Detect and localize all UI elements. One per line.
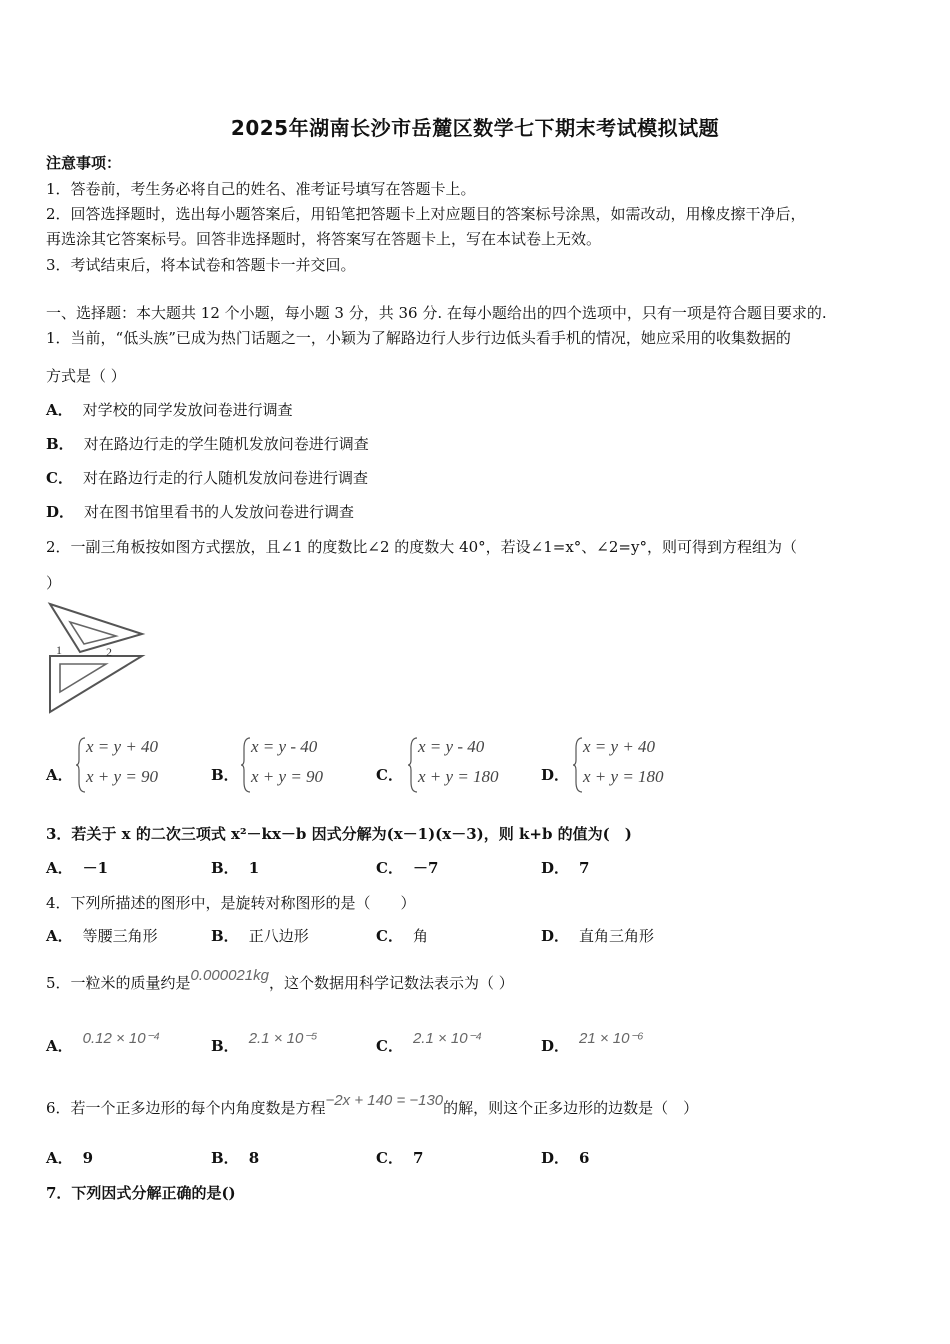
- q5-option-a: [46, 1030, 161, 1056]
- q4-stem: 4．下列所描述的图形中，是旋转对称图形的是（ ）: [46, 894, 416, 912]
- option-label: D．: [541, 859, 570, 877]
- q2-option-c-system: [408, 736, 528, 794]
- option-text: 直角三角形: [579, 927, 655, 945]
- page-title: 2025年湖南长沙市岳麓区数学七下期末考试模拟试题: [230, 116, 720, 140]
- option-text: 对在路边行走的行人随机发放问卷进行调查: [82, 469, 368, 487]
- option-text: 等腰三角形: [82, 927, 158, 945]
- q1-option-c: [46, 467, 368, 488]
- brace-icon: [76, 736, 86, 794]
- option-text: 21 × 10⁻⁶: [579, 1030, 644, 1047]
- option-label: A．: [46, 859, 73, 877]
- option-label: B．: [46, 435, 74, 453]
- option-label: B．: [211, 1149, 239, 1167]
- equation-2: x + y = 90: [251, 767, 324, 786]
- equation-1: x = y + 40: [583, 737, 656, 756]
- q2-option-a-system: [76, 736, 186, 794]
- q6-stem-pre: 6．若一个正多边形的每个内角度数是方程: [46, 1099, 326, 1117]
- option-text: 对学校的同学发放问卷进行调查: [82, 401, 293, 419]
- notice-item-1: 1．答卷前，考生务必将自己的姓名、准考证号填写在答题卡上。: [46, 180, 476, 198]
- set-square-figure: [44, 598, 148, 716]
- brace-icon: [573, 736, 583, 794]
- option-text: 9: [82, 1149, 94, 1167]
- q5-stem: [46, 967, 514, 993]
- q5-stem-pre: 5．一粒米的质量约是: [46, 974, 191, 992]
- q5-option-b: [211, 1030, 318, 1056]
- q6-option-b: [211, 1147, 259, 1168]
- option-label: B．: [211, 927, 239, 945]
- q4-option-b: [211, 925, 309, 946]
- notice-item-2-cont: 再选涂其它答案标号。回答非选择题时，将答案写在答题卡上，写在本试卷上无效。: [46, 230, 602, 248]
- option-label: D．: [541, 927, 570, 945]
- option-text: 1: [248, 859, 260, 877]
- option-label: A．: [46, 927, 73, 945]
- option-text: 8: [248, 1149, 260, 1167]
- option-text: 7: [579, 859, 590, 877]
- q2-option-d-system: [573, 736, 693, 794]
- q3-option-b: [211, 857, 259, 878]
- option-label: B．: [211, 859, 239, 877]
- option-label: D．: [541, 1037, 570, 1055]
- option-text: 0.12 × 10⁻⁴: [82, 1030, 161, 1047]
- option-text: 对在路边行走的学生随机发放问卷进行调查: [83, 435, 369, 453]
- option-label: D．: [541, 766, 570, 784]
- notice-item-2: 2．回答选择题时，选出每小题答案后，用铅笔把答题卡上对应题目的答案标号涂黑，如需改动，用橡皮擦干净后，: [46, 205, 806, 223]
- q2-option-b-system: [241, 736, 351, 794]
- option-label: C．: [46, 469, 73, 487]
- q1-stem: 1．当前，“低头族”已成为热门话题之一，小颖为了解路边行人步行边低头看手机的情况，她应采用的收集数据的: [46, 329, 791, 347]
- angle-1-label: 1: [56, 643, 62, 657]
- q2-stem-cont: ）: [46, 574, 62, 592]
- option-label: B．: [211, 766, 239, 784]
- q3-option-d: [541, 857, 589, 878]
- q3-option-a: [46, 857, 108, 878]
- option-label: C．: [376, 1149, 403, 1167]
- option-text: 2.1 × 10⁻⁴: [412, 1030, 482, 1047]
- q1-option-b: [46, 433, 369, 454]
- q3-stem: 3．若关于 x 的二次三项式 x²－kx－b 因式分解为(x－1)(x－3)，则 k+b 的值为( ): [46, 825, 632, 843]
- angle-2-label: 2: [106, 645, 112, 659]
- option-text: －1: [82, 859, 109, 877]
- brace-icon: [241, 736, 251, 794]
- option-text: 对在图书馆里看书的人发放问卷进行调查: [84, 503, 355, 521]
- q5-mass-value: 0.000021kg: [190, 967, 269, 984]
- q5-option-c: [376, 1030, 482, 1056]
- q5-stem-post: ，这个数据用科学记数法表示为（ ）: [268, 974, 514, 992]
- equation-2: x + y = 180: [583, 767, 664, 786]
- option-label: C．: [376, 927, 403, 945]
- q1-stem-cont: 方式是（ ）: [46, 367, 126, 385]
- option-text: 正八边形: [248, 927, 309, 945]
- option-label: D．: [541, 1149, 570, 1167]
- option-label: B．: [211, 1037, 239, 1055]
- q2-stem: 2．一副三角板按如图方式摆放，且∠1 的度数比∠2 的度数大 40°，若设∠1=x°、∠2=y°，则可得到方程组为（: [46, 538, 797, 556]
- q6-option-d: [541, 1147, 589, 1168]
- equation-1: x = y + 40: [86, 737, 159, 756]
- equation-1: x = y - 40: [251, 737, 318, 756]
- equation-1: x = y - 40: [418, 737, 485, 756]
- section-heading: 一、选择题：本大题共 12 个小题，每小题 3 分，共 36 分. 在每小题给出的四个选项中，只有一项是符合题目要求的.: [46, 304, 827, 322]
- equation-2: x + y = 180: [418, 767, 499, 786]
- equation-2: x + y = 90: [86, 767, 159, 786]
- option-label: C．: [376, 1037, 403, 1055]
- q6-option-a: [46, 1147, 93, 1168]
- brace-icon: [408, 736, 418, 794]
- notice-heading: 注意事项：: [46, 154, 122, 172]
- option-text: 7: [412, 1149, 424, 1167]
- option-label: A．: [46, 1149, 73, 1167]
- q3-option-c: [376, 857, 438, 878]
- option-label: C．: [376, 766, 403, 784]
- option-text: －7: [412, 859, 439, 877]
- notice-item-3: 3．考试结束后，将本试卷和答题卡一并交回。: [46, 256, 356, 274]
- q1-option-d: [46, 501, 354, 522]
- q6-equation: −2x + 140 = −130: [325, 1092, 444, 1109]
- q1-option-a: [46, 399, 293, 420]
- q7-stem: 7．下列因式分解正确的是(): [46, 1184, 236, 1202]
- option-label: C．: [376, 859, 403, 877]
- q5-option-d: [541, 1030, 644, 1056]
- q4-option-a: [46, 925, 158, 946]
- option-label: A．: [46, 766, 73, 784]
- q4-option-c: [376, 925, 428, 946]
- option-text: 2.1 × 10⁻⁵: [248, 1030, 318, 1047]
- option-label: A．: [46, 1037, 73, 1055]
- option-text: 角: [412, 927, 428, 945]
- option-label: D．: [46, 503, 75, 521]
- option-text: 6: [579, 1149, 590, 1167]
- q4-option-d: [541, 925, 654, 946]
- option-label: A．: [46, 401, 73, 419]
- q6-stem-post: 的解，则这个正多边形的边数是（ ）: [443, 1099, 699, 1117]
- q6-option-c: [376, 1147, 423, 1168]
- q6-stem: [46, 1092, 699, 1118]
